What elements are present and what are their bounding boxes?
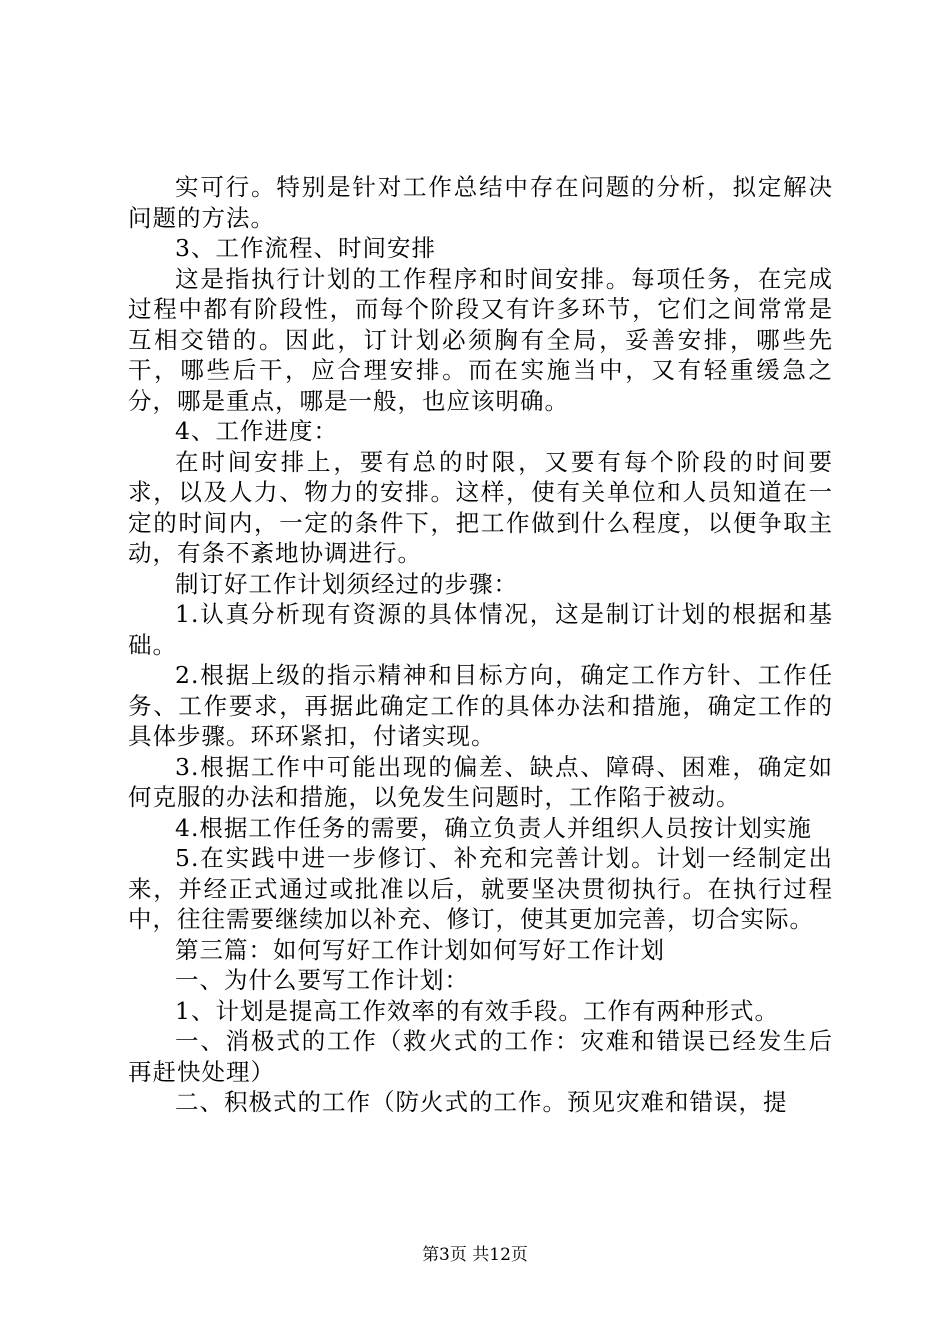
body-text	[128, 172, 833, 1118]
list-item: 5.在实践中进一步修订、补充和完善计划。计划一经制定出来，并经正式通过或批准以后，就要坚决贯彻执行。在执行过程中，往往需要继续加以补充、修订，使其更加完善，切合实际。	[128, 844, 833, 933]
section-heading: 一、为什么要写工作计划：	[175, 966, 469, 994]
list-item: 1.认真分析现有资源的具体情况，这是制订计划的根据和基础。	[128, 600, 833, 659]
paragraph: 1、计划是提高工作效率的有效手段。工作有两种形式。	[175, 996, 779, 1025]
list-item: 2.根据上级的指示精神和目标方向，确定工作方针、工作任务、工作要求，再据此确定工作的具体办法和措施，确定工作的具体步骤。环环紧扣，付诸实现。	[128, 661, 833, 750]
paragraph: 实可行。特别是针对工作总结中存在问题的分析，拟定解决问题的方法。	[128, 173, 833, 232]
list-item: 4.根据工作任务的需要，确立负责人并组织人员按计划实施	[175, 813, 812, 842]
paragraph: 制订好工作计划须经过的步骤：	[175, 569, 518, 598]
paragraph: 一、消极式的工作（救火式的工作：灾难和错误已经发生后再赶快处理）	[128, 1027, 833, 1086]
chapter-heading: 第三篇：如何写好工作计划如何写好工作计划	[175, 935, 665, 964]
page-footer: 第3页 共12页	[422, 1245, 528, 1265]
section-heading: 4、工作进度：	[175, 417, 338, 445]
paragraph: 这是指执行计划的工作程序和时间安排。每项任务，在完成过程中都有阶段性，而每个阶段又有许多环节，它们之间常常是互相交错的。因此，订计划必须胸有全局，妥善安排，哪些先干，哪些后干，应合理安排。而在实施当中，又有轻重缓急之分，哪是重点，哪是一般，也应该明确。	[128, 264, 833, 415]
paragraph: 二、积极式的工作（防火式的工作。预见灾难和错误，提	[175, 1088, 788, 1116]
list-item: 3.根据工作中可能出现的偏差、缺点、障碍、困难，确定如何克服的办法和措施，以免发生问题时，工作陷于被动。	[128, 752, 833, 811]
section-heading: 3、工作流程、时间安排	[175, 234, 436, 262]
paragraph: 在时间安排上，要有总的时限，又要有每个阶段的时间要求，以及人力、物力的安排。这样，使有关单位和人员知道在一定的时间内，一定的条件下，把工作做到什么程度，以便争取主动，有条不紊地协调进行。	[128, 447, 833, 567]
